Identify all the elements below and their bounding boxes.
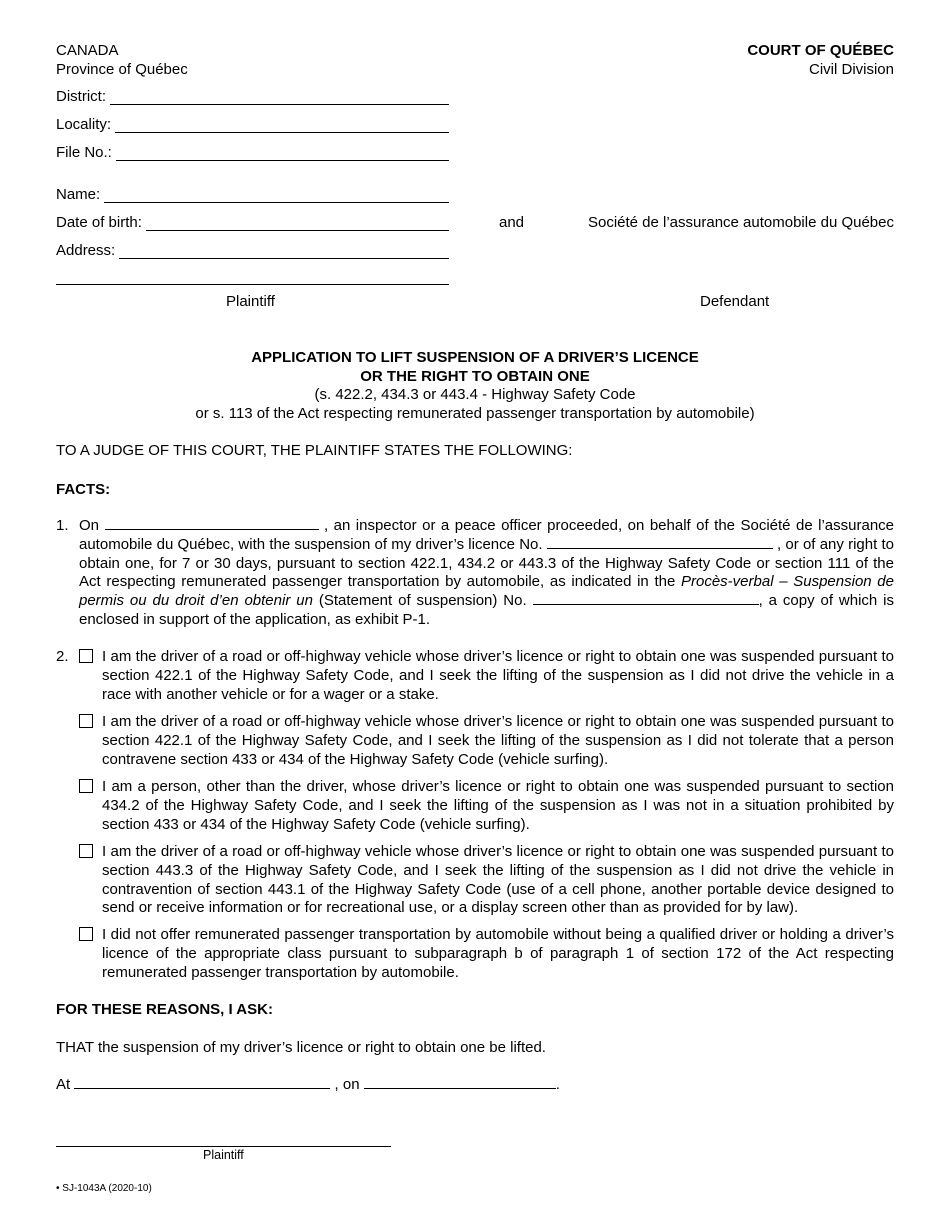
dob-label: Date of birth: [56,214,142,231]
date-input-line[interactable] [105,517,319,530]
province-label: Province of Québec [56,61,188,78]
fact-1-part2: , or of any right to obtain one, for 7 or 30 days, pursuant to section 422.1, 434.2 or 443.3 of the Highway Safety Code or section 111 of the Act respecting remunerated passenger transportation by automobile, as indicated in the [79,535,895,591]
option-5-text: I did not offer remunerated passenger transportation by automobile without being a qualified driver or holding a driver’s licence of the appropriate class pursuant to subparagraph b of paragraph 1 of section 172 of the Act respecting remunerated passenger transportation by automobile. [102,926,894,981]
option-1-text: I am the driver of a road or off-highway vehicle whose driver’s licence or right to obtain one was suspended pursuant to section 422.1 of the Highway Safety Code, and I seek the lifting of the suspension as I did not drive the vehicle in a race with another vehicle or for a wager or a stake. [102,648,894,703]
plaintiff-label: Plaintiff [226,293,275,310]
fact-1-part4: , a copy of which is enclosed in support of the application, as exhibit P-1. [79,592,894,628]
period: . [555,1076,560,1093]
dob-input-line[interactable] [146,218,449,231]
option-1-checkbox[interactable] [79,649,93,663]
fact-1-part3: (Statement of suspension) No. [318,592,527,610]
intro-statement: TO A JUDGE OF THIS COURT, THE PLAINTIFF STATES THE FOLLOWING: [56,442,573,459]
facts-heading: FACTS: [56,481,111,498]
file-no-label: File No.: [56,144,112,161]
address-input-line[interactable] [119,246,449,259]
signature-line[interactable] [56,1146,391,1147]
court-title: COURT OF QUÉBEC [747,42,894,59]
licence-no-input-line[interactable] [547,536,773,549]
fact-1-italic: Procès-verbal – Suspension de permis ou du droit d’en obtenir un [79,573,894,610]
title-line-1: APPLICATION TO LIFT SUSPENSION OF A DRIVER’S LICENCE [251,349,699,366]
option-4-checkbox[interactable] [79,844,93,858]
fact-1-on: On [79,517,100,534]
place-input-line[interactable] [74,1076,330,1089]
title-line-2: OR THE RIGHT TO OBTAIN ONE [360,368,590,385]
option-3-text: I am a person, other than the driver, whose driver’s licence or right to obtain one was suspended pursuant to section 434.2 of the Highway Safety Code, and I seek the lifting of the suspension as I was not in a situation prohibited by section 433 or 434 of the Highway Safety Code (vehicle surfing). [102,778,894,833]
address-extra-line[interactable] [56,284,449,285]
statement-no-input-line[interactable] [533,592,759,605]
at-on-row [56,1076,560,1093]
file-no-input-line[interactable] [116,148,449,161]
signing-date-input-line[interactable] [364,1076,556,1089]
reasons-heading: FOR THESE REASONS, I ASK: [56,1001,273,1018]
fact-1-number: 1. [56,517,69,534]
country-label: CANADA [56,42,119,59]
file-no-field[interactable] [56,144,449,161]
locality-field[interactable] [56,116,449,133]
locality-label: Locality: [56,116,112,133]
defendant-name: Société de l’assurance automobile du Québec [587,214,894,231]
address-label: Address: [56,242,116,259]
fact-2-number: 2. [56,648,69,665]
district-field[interactable] [56,88,449,105]
title-line-4: or s. 113 of the Act respecting remunerated passenger transportation by automobile) [195,405,755,422]
fact-1-paragraph [79,517,894,630]
name-field[interactable] [56,186,449,203]
on-label: , on [334,1076,360,1093]
district-label: District: [56,88,106,105]
request-statement: THAT the suspension of my driver’s licence or right to obtain one be lifted. [56,1039,546,1056]
option-5-checkbox[interactable] [79,927,93,941]
name-input-line[interactable] [104,190,449,203]
title-line-3: (s. 422.2, 434.3 or 443.4 - Highway Safety Code [314,386,636,403]
defendant-label: Defendant [700,293,770,310]
and-label: and [499,214,525,231]
option-4-text: I am the driver of a road or off-highway vehicle whose driver’s licence or right to obtain one was suspended pursuant to section 443.3 of the Highway Safety Code, and I seek the lifting of the suspension as I did not drive the vehicle in contravention of section 443.1 of the Highway Safety Code (use of a cell phone, another portable device designed to send or receive information or for recreational use, or a display screen other than as provided for by law). [102,843,894,917]
option-2-text: I am the driver of a road or off-highway vehicle whose driver’s licence or right to obtain one was suspended pursuant to section 422.1 of the Highway Safety Code, and I seek the lifting of the suspension as I did not tolerate that a person contravene section 433 or 434 of the Highway Safety Code (vehicle surfing). [102,713,894,768]
district-input-line[interactable] [110,92,449,105]
dob-field[interactable] [56,214,449,231]
locality-input-line[interactable] [115,120,449,133]
address-field[interactable] [56,242,449,259]
fact-1-part1: , an inspector or a peace officer proceeded, on behalf of the Société de l’assurance automobile du Québec, with the suspension of my driver’s licence No. [79,517,895,553]
option-3-checkbox[interactable] [79,779,93,793]
division-label: Civil Division [808,61,894,78]
signature-plaintiff-label: Plaintiff [203,1148,244,1162]
name-label: Name: [56,186,101,203]
option-2-checkbox[interactable] [79,714,93,728]
at-label: At [56,1076,71,1093]
form-code: • SJ-1043A (2020-10) [56,1183,152,1194]
